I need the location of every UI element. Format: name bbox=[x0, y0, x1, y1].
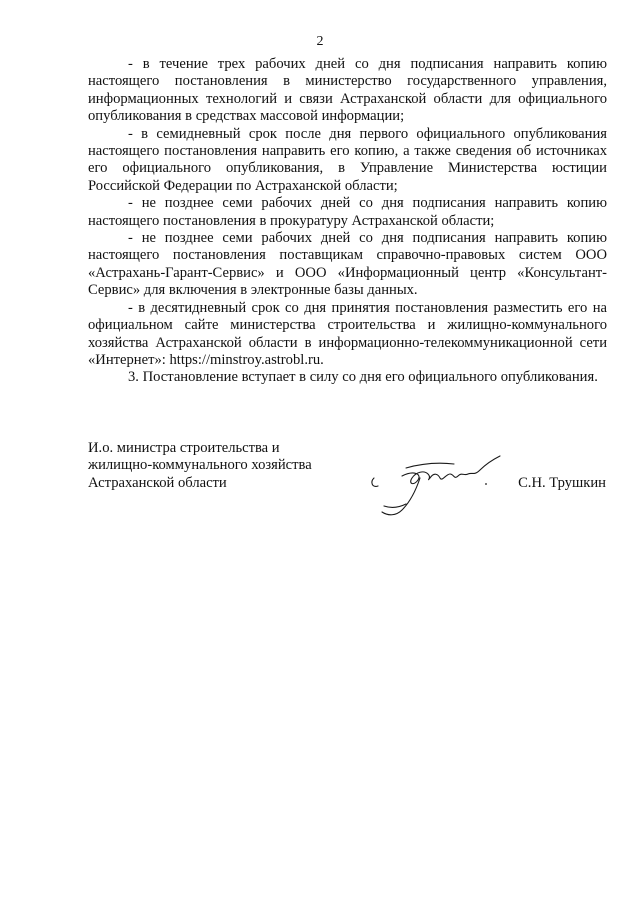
paragraph-publication-media: - в течение трех рабочих дней со дня подписания направить копию настоящего постановления в министерство государственного управления, информационных технологий и связи Астраханской области для официального опубликования в средствах массовой информации; bbox=[88, 56, 607, 125]
handwritten-signature bbox=[362, 448, 512, 520]
signer-name: С.Н. Трушкин bbox=[518, 475, 606, 491]
paragraph-entry-into-force: 3. Постановление вступает в силу со дня его официального опубликования. bbox=[128, 369, 598, 386]
paragraph-official-website: - в десятидневный срок со дня принятия постановления разместить его на официальном сайте министерства строительства и жилищно-коммунального хозяйства Астраханской области в информационно-телекоммуникационной сети «Интернет»: https://minstroy.astrobl.ru. bbox=[88, 299, 607, 368]
paragraph-legal-reference-systems: - не позднее семи рабочих дней со дня подписания направить копию настоящего постановления поставщикам справочно-правовых систем ООО «Астрахань-Гарант-Сервис» и ООО «Информационный центр «Консультант-Сервис» для включения в электронные базы данных. bbox=[88, 230, 607, 299]
signatory-title-line-1: И.о. министра строительства и bbox=[88, 440, 280, 456]
paragraph-prosecutor-office: - не позднее семи рабочих дней со дня подписания направить копию настоящего постановления в прокуратуру Астраханской области; bbox=[88, 195, 607, 229]
signatory-title bbox=[88, 440, 348, 492]
document-body bbox=[88, 56, 607, 387]
signatory-title-line-3: Астраханской области bbox=[88, 474, 227, 491]
page-number: 2 bbox=[316, 34, 324, 49]
paragraph-ministry-of-justice: - в семидневный срок после дня первого официального опубликования настоящего постановления направить его копию, а также сведения об источниках его официального опубликования, в Управление Министерства юстиции Российской Федерации по Астраханской области; bbox=[88, 125, 607, 194]
signatory-title-line-2: жилищно-коммунального хозяйства bbox=[88, 457, 312, 474]
